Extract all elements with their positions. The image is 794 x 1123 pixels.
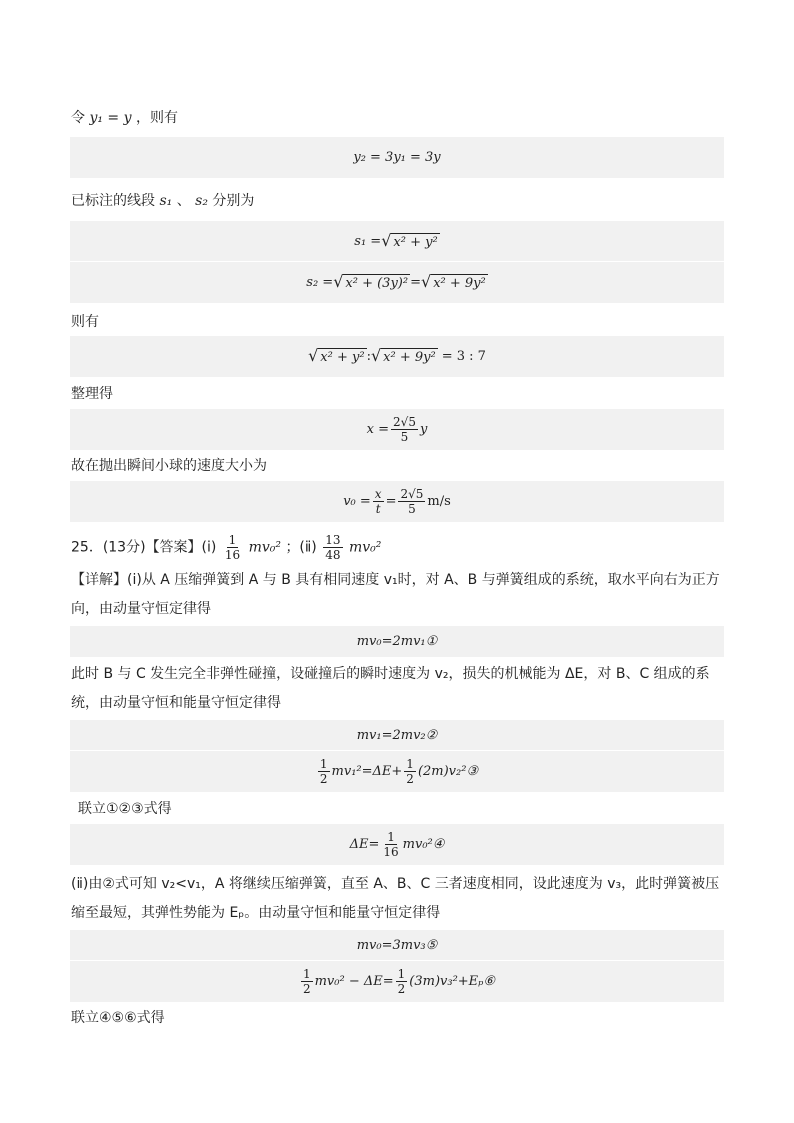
- equation-part: s₂ =: [306, 275, 334, 290]
- fraction: [398, 487, 425, 516]
- equation-block: [70, 751, 724, 792]
- equation-block: [70, 221, 724, 262]
- text: 分别为: [212, 193, 255, 209]
- equation-block: [70, 336, 724, 377]
- answer-line: [71, 533, 381, 562]
- equation-block: [70, 720, 724, 751]
- inline-math: s₁: [159, 193, 173, 209]
- text: ，则有: [135, 110, 178, 126]
- numerator: x: [374, 487, 382, 501]
- numerator: 1: [228, 533, 237, 547]
- equation-block: [70, 481, 724, 522]
- equation-part: = 3 : 7: [441, 349, 486, 364]
- detail-paragraph: 此时 B 与 C 发生完全非弹性碰撞，设碰撞后的瞬时速度为 v₂，损失的机械能为 ΔE，对 B、C 组成的系统，由动量守恒和能量守恒定律得: [71, 666, 710, 711]
- equation-block: [70, 137, 724, 178]
- equation-part: ΔE=: [349, 837, 380, 852]
- equation-block: [70, 409, 724, 450]
- equation-part: :: [366, 349, 371, 364]
- equation-part: x =: [366, 422, 390, 437]
- fraction: [223, 533, 242, 562]
- equation: y₂ = 3y₁ = 3y: [353, 150, 441, 165]
- numerator: 2√5: [393, 415, 416, 429]
- numerator: 1: [387, 830, 395, 844]
- equation-part: y: [419, 422, 428, 437]
- equation-part: (3m)v₃²+Eₚ⑥: [409, 974, 496, 989]
- radicand: x² + 9y²: [383, 350, 436, 365]
- fraction: [301, 967, 313, 996]
- detail-paragraph: 【详解】(ⅰ)从 A 压缩弹簧到 A 与 B 具有相同速度 v₁时，对 A、B 与弹簧组成的系统，取水平向右为正方向，由动量守恒定律得: [71, 572, 720, 617]
- inline-math: mv₀²: [348, 539, 382, 556]
- denominator: 2: [319, 772, 328, 786]
- unit: m/s: [427, 494, 451, 509]
- equation-part: (2m)v₂²③: [417, 764, 479, 779]
- fraction: [381, 830, 400, 859]
- sqrt: √ x² + 9y²: [420, 272, 486, 291]
- equation-part: =: [410, 275, 421, 290]
- text: 令: [71, 110, 85, 126]
- inline-math: mv₀²: [248, 539, 281, 556]
- numerator: 13: [325, 533, 341, 547]
- sqrt: √ x² + y²: [308, 346, 365, 365]
- equation-part: mv₁²=ΔE+: [331, 764, 403, 779]
- equation-part: =: [385, 494, 397, 509]
- sqrt: √ x² + 9y²: [370, 346, 436, 365]
- text: ；(ⅱ): [285, 539, 317, 556]
- numerator: 1: [406, 757, 414, 771]
- detail-paragraph: (ⅱ)由②式可知 v₂<v₁，A 将继续压缩弹簧，直至 A、B、C 三者速度相同，设此速度为 v₃，此时弹簧被压缩至最短，其弹性势能为 Eₚ。由动量守恒和能量守恒定律得: [71, 876, 720, 921]
- numerator: 1: [302, 967, 311, 981]
- text-line: 故在抛出瞬间小球的速度大小为: [71, 458, 267, 474]
- equation-part: v₀ =: [343, 494, 371, 509]
- denominator: 2: [406, 772, 414, 786]
- numerator: 1: [397, 967, 406, 981]
- equation: mv₀=3mv₃⑤: [356, 937, 438, 953]
- sqrt: √ x² + (3y)²: [333, 272, 409, 291]
- equation-part: mv₀² − ΔE=: [314, 974, 394, 989]
- text-line: 联立④⑤⑥式得: [71, 1010, 165, 1026]
- denominator: t: [375, 502, 381, 516]
- equation-block: [70, 626, 724, 657]
- text-line: [71, 108, 178, 128]
- equation-block: [70, 824, 724, 865]
- denominator: 5: [408, 502, 416, 516]
- radicand: x² + y²: [393, 234, 438, 250]
- equation-part: mv₀²④: [402, 837, 445, 852]
- equation-block: [70, 961, 724, 1002]
- text-line: 整理得: [71, 386, 113, 402]
- denominator: 5: [400, 430, 409, 444]
- fraction: [404, 757, 416, 786]
- fraction: [396, 967, 408, 996]
- equation-block: [70, 930, 724, 961]
- equation-block: [70, 262, 724, 303]
- inline-math: s₂: [195, 193, 208, 209]
- equation: mv₁=2mv₂②: [356, 727, 438, 743]
- fraction: [318, 757, 330, 786]
- sqrt: √ x² + y²: [381, 230, 438, 250]
- text-line: [71, 191, 254, 211]
- text-line: 联立①②③式得: [78, 801, 172, 817]
- denominator: 2: [397, 982, 406, 996]
- fraction: [391, 415, 418, 444]
- answer-label: 25．(13分)【答案】(ⅰ): [71, 539, 217, 556]
- denominator: 2: [302, 982, 311, 996]
- text-line: 则有: [71, 314, 99, 330]
- denominator: 16: [383, 845, 399, 859]
- radicand: x² + y²: [320, 350, 365, 365]
- equation-part: s₁ =: [354, 233, 382, 249]
- text: 已标注的线段: [71, 193, 155, 209]
- radicand: x² + 9y²: [433, 276, 486, 291]
- text: 、: [176, 193, 191, 209]
- denominator: 48: [325, 548, 341, 562]
- numerator: 2√5: [400, 487, 424, 501]
- numerator: 1: [319, 757, 328, 771]
- radicand: x² + (3y)²: [345, 276, 409, 291]
- inline-math: y₁ = y: [89, 110, 132, 126]
- fraction: [373, 487, 384, 516]
- equation: mv₀=2mv₁①: [356, 634, 438, 649]
- denominator: 16: [224, 548, 241, 562]
- fraction: [323, 533, 342, 562]
